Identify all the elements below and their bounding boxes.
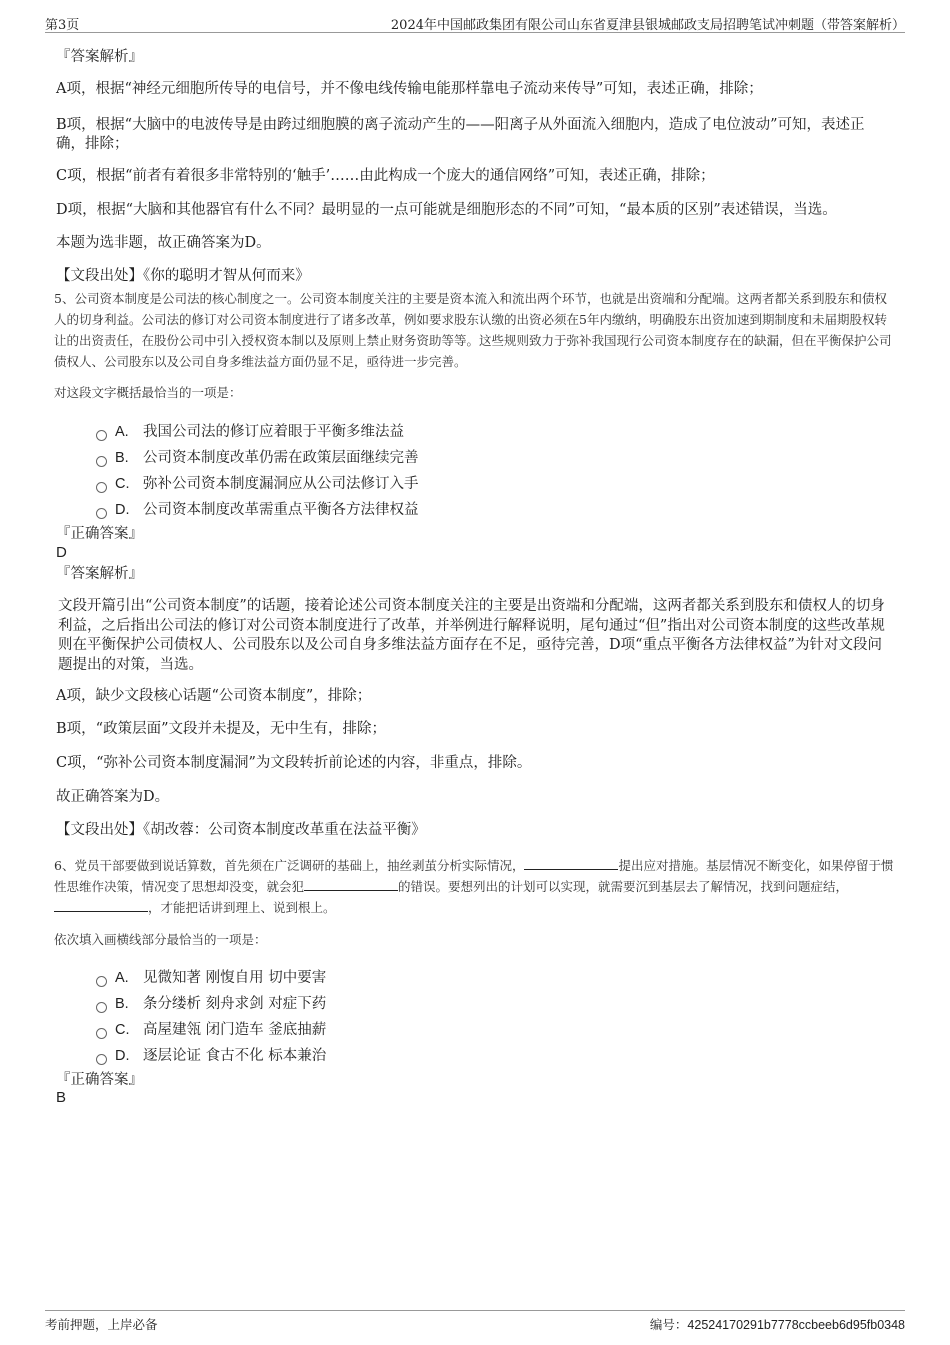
q5-stem: 5、公司资本制度是公司法的核心制度之一。公司资本制度关注的主要是资本流入和流出两个环节，也就是出资端和分配端。这两者都关系到股东和债权人的切身利益。公司法的修订对公司资本制度进行了诸多改革，例如要求股东认缴的出资必须在5年内缴纳，明确股东出资加速到期制度和未届期股权转让的出资责任，在股份公司中引入授权资本制以及原则上禁止财务资助等等。这些规则致力于弥补我国现行公司资本制度存在的缺漏，但在平衡保护公司债权人、公司股东以及公司自身多维法益方面仍显不足，亟待进一步完善。: [54, 291, 892, 369]
footer-slogan: 考前押题，上岸必备: [45, 1317, 158, 1332]
option-text: 我国公司法的修订应着眼于平衡多维法益: [143, 424, 404, 440]
q6-question: 依次填入画横线部分最恰当的一项是：: [54, 932, 267, 947]
q5-option-c[interactable]: [96, 472, 419, 492]
blank-1[interactable]: [524, 857, 618, 870]
radio-icon[interactable]: [96, 456, 107, 467]
q4-analysis-d: D项，根据“大脑和其他器官有什么不同？最明显的一点可能就是细胞形态的不同”可知，“最本质的区别”表述错误，当选。: [56, 202, 837, 218]
option-letter: D.: [115, 502, 130, 518]
q4-conclusion: 本题为选非题，故正确答案为D。: [56, 235, 271, 251]
option-text: 弥补公司资本制度漏洞应从公司法修订入手: [143, 476, 419, 492]
radio-icon[interactable]: [96, 430, 107, 441]
q4-analysis-c: C项，根据“前者有着很多非常特别的‘触手’……由此构成一个庞大的通信网络”可知，表述正确，排除；: [56, 168, 715, 184]
radio-icon[interactable]: [96, 482, 107, 493]
q4-analysis-b: B项，根据“大脑中的电波传导是由跨过细胞膜的离子流动产生的——阳离子从外面流入细胞内，造成了电位波动”可知，表述正确，排除；: [56, 117, 865, 152]
q4-analysis-label: 『答案解析』: [56, 49, 143, 65]
option-letter: A.: [115, 970, 129, 986]
q6-option-c[interactable]: [96, 1018, 326, 1038]
option-text: 逐层论证 食古不化 标本兼治: [143, 1048, 327, 1064]
document-code: 编号：42524170291b7778ccbeeb6d95fb0348: [649, 1318, 905, 1332]
q5-option-d[interactable]: [96, 498, 419, 518]
option-text: 高屋建瓴 闭门造车 釜底抽薪: [143, 1022, 327, 1038]
option-letter: C.: [115, 476, 130, 492]
q6-option-b[interactable]: [96, 992, 326, 1012]
q5-analysis-label: 『答案解析』: [56, 566, 143, 582]
q5-answer: D: [56, 544, 67, 561]
radio-icon[interactable]: [96, 508, 107, 519]
option-letter: A.: [115, 424, 129, 440]
radio-icon[interactable]: [96, 1002, 107, 1013]
option-letter: B.: [115, 996, 129, 1012]
q5-conclusion: 故正确答案为D。: [56, 789, 170, 805]
page-number: 第3页: [45, 18, 80, 33]
blank-2[interactable]: [304, 878, 398, 891]
q4-analysis-a: A项，根据“神经元细胞所传导的电信号，并不像电线传输电能那样靠电子流动来传导”可知，表述正确，排除；: [56, 81, 763, 97]
q5-analysis-text: 文段开篇引出“公司资本制度”的话题，接着论述公司资本制度关注的主要是出资端和分配端，这两者都关系到股东和债权人的切身利益，之后指出公司法的修订对公司资本制度进行了改革，并举例进行解释说明，尾句通过“但”指出对公司资本制度的这些改革规则在平衡保护公司债权人、公司股东以及公司自身多维法益方面存在不足，亟待完善，D项“重点平衡各方法律权益”为针对文段问题提出的对策，当选。: [58, 598, 885, 673]
q4-source: 【文段出处】《你的聪明才智从何而来》: [56, 268, 310, 284]
q5-analysis-c: C项，“弥补公司资本制度漏洞”为文段转折前论述的内容，非重点，排除。: [56, 755, 532, 771]
option-text: 条分缕析 刻舟求剑 对症下药: [143, 996, 327, 1012]
radio-icon[interactable]: [96, 1028, 107, 1039]
q6-stem: 6、党员干部要做到说话算数，首先须在广泛调研的基础上，抽丝剥茧分析实际情况， 提出应对措施。基层情况不断变化，如果停留于惯性思维作决策，情况变了思想却没变，就会犯 的错误。要想列出的计划可以实现，就需要沉到基层去了解情况，找到问题症结，，才能把话讲到理上、说到根上。: [54, 858, 894, 915]
q5-analysis-b: B项，“政策层面”文段并未提及，无中生有，排除；: [56, 721, 386, 737]
option-text: 见微知著 刚愎自用 切中要害: [143, 970, 327, 986]
q6-option-a[interactable]: [96, 966, 326, 986]
option-text: 公司资本制度改革仍需在政策层面继续完善: [143, 450, 419, 466]
q6-option-d[interactable]: [96, 1044, 326, 1064]
page-footer: [45, 1310, 905, 1333]
q6-answer-label: 『正确答案』: [56, 1072, 143, 1088]
q5-answer-label: 『正确答案』: [56, 526, 143, 542]
option-text: 公司资本制度改革需重点平衡各方法律权益: [143, 502, 419, 518]
q5-source: 【文段出处】《胡改蓉：公司资本制度改革重在法益平衡》: [56, 822, 426, 838]
q5-option-b[interactable]: [96, 446, 419, 466]
q6-answer: B: [56, 1089, 67, 1106]
page-header: [45, 12, 905, 33]
radio-icon[interactable]: [96, 1054, 107, 1065]
q5-question: 对这段文字概括最恰当的一项是：: [54, 385, 242, 400]
blank-3[interactable]: [54, 899, 148, 912]
q5-analysis-a: A项，缺少文段核心话题“公司资本制度”，排除；: [56, 688, 372, 704]
q5-option-a[interactable]: [96, 420, 404, 440]
document-title: 2024年中国邮政集团有限公司山东省夏津县银城邮政支局招聘笔试冲刺题（带答案解析）: [390, 18, 905, 33]
option-letter: D.: [115, 1048, 130, 1064]
option-letter: B.: [115, 450, 129, 466]
radio-icon[interactable]: [96, 976, 107, 987]
option-letter: C.: [115, 1022, 130, 1038]
